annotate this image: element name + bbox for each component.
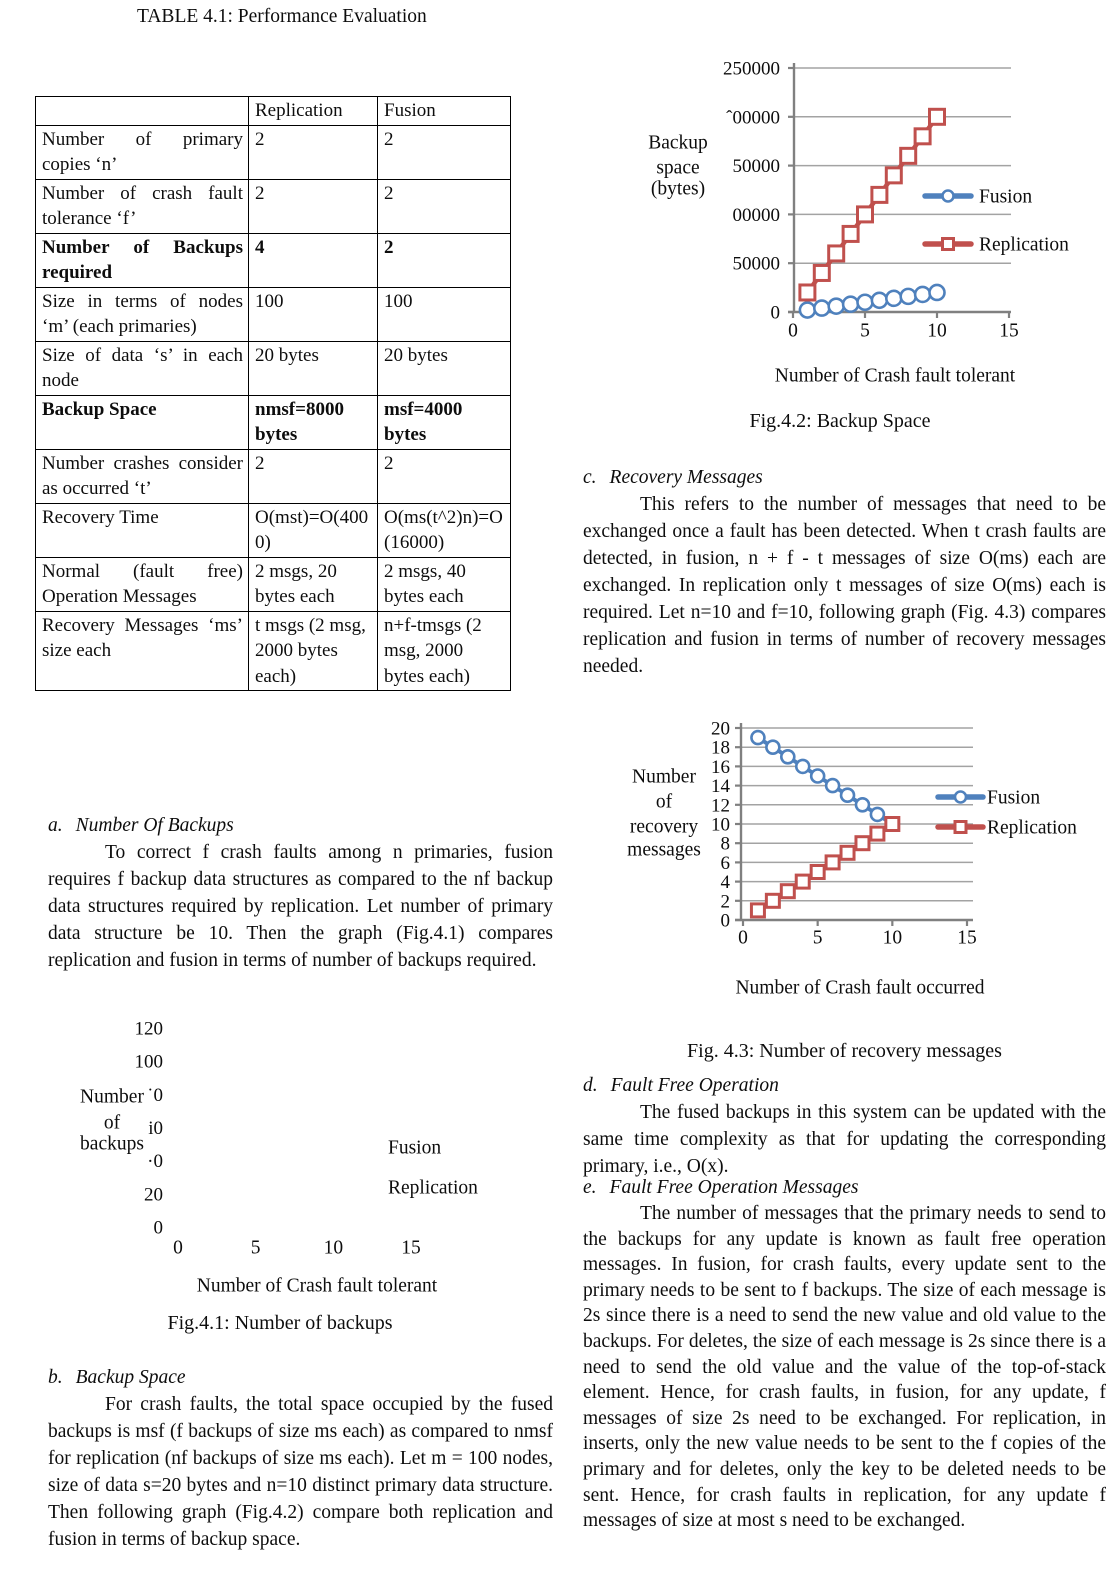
cell-replication: nmsf=8000 bytes bbox=[249, 395, 378, 449]
table-header-replication: Replication bbox=[249, 97, 378, 126]
cell-replication: t msgs (2 msg, 2000 bytes each) bbox=[249, 611, 378, 691]
table-row bbox=[36, 395, 511, 449]
svg-text:12: 12 bbox=[711, 795, 730, 817]
svg-text:(bytes): (bytes) bbox=[650, 178, 706, 200]
figure-4-2-caption: Fig.4.2: Backup Space bbox=[749, 410, 931, 432]
svg-text:˙0: ˙0 bbox=[147, 1084, 163, 1106]
cell-replication: 2 bbox=[249, 125, 378, 179]
svg-text:100: 100 bbox=[134, 1051, 163, 1073]
svg-text:4: 4 bbox=[720, 872, 730, 894]
svg-text:Fusion: Fusion bbox=[979, 186, 1033, 208]
table-row bbox=[36, 557, 511, 611]
section-recovery-messages bbox=[583, 464, 1106, 680]
svg-text:Fusion: Fusion bbox=[987, 787, 1041, 809]
section-d-title: Fault Free Operation bbox=[610, 1075, 779, 1096]
row-label: Size in terms of nodes ‘m’ (each primaries) bbox=[36, 287, 249, 341]
section-fault-free-operation-messages bbox=[583, 1174, 1106, 1534]
svg-text:5: 5 bbox=[860, 320, 870, 342]
table-row bbox=[36, 503, 511, 557]
svg-text:16: 16 bbox=[711, 756, 730, 778]
svg-text:15: 15 bbox=[957, 927, 977, 949]
svg-text:5: 5 bbox=[250, 1237, 261, 1259]
svg-text:Backup: Backup bbox=[648, 132, 708, 154]
table-header-blank bbox=[36, 97, 249, 126]
section-e-body: The number of messages that the primary needs to send to the backups for any update is known as fault free operation messages. In fusion, for crash faults, every update sent to the primary needs to be sent to f backups. The size of each message is 2s since there is a need to send the new value and old value to the backups. For deletes, the size of each message is 2s since there is a need to send the old value and the value of the top-of-stack element. Hence, for crash faults, in fusion, for any update, f messages of size 2s need to be exchanged. For replication, in inserts, only the new value needs to be sent to the f copies of the primary and for deletes, only the key to be deleted needs to be sent. Hence, for crash faults in replication, for any update f messages of size at most s need to be exchanged. bbox=[583, 1203, 1106, 1532]
svg-text:10: 10 bbox=[882, 927, 903, 949]
svg-text:10: 10 bbox=[323, 1237, 344, 1259]
svg-text:2: 2 bbox=[720, 891, 730, 913]
table-row bbox=[36, 287, 511, 341]
cell-fusion: 2 bbox=[378, 179, 511, 233]
row-label: Normal (fault free) Operation Messages bbox=[36, 557, 249, 611]
fig42-plot bbox=[583, 50, 1111, 400]
svg-text:10: 10 bbox=[927, 320, 947, 342]
section-b-body: For crash faults, the total space occupied by the fused backups is msf (f backups of size ms each) as compared to nmsf for replication (nf backups of size ms each). Let m = 100 nodes, size of data s=20 bytes and n=10 distinct primary data structure. Then following graph (Fig.4.2) compare both replication and fusion in terms of backup space. bbox=[48, 1394, 553, 1550]
svg-text:20: 20 bbox=[144, 1184, 163, 1206]
svg-text:15: 15 bbox=[401, 1237, 421, 1259]
cell-fusion: O(ms(t^2)n)=O(16000) bbox=[378, 503, 511, 557]
svg-text:6: 6 bbox=[720, 852, 730, 874]
svg-text:00000: 00000 bbox=[732, 204, 780, 226]
performance-table bbox=[35, 96, 511, 691]
svg-text:messages: messages bbox=[627, 839, 701, 861]
figure-4-1-caption: Fig.4.1: Number of backups bbox=[167, 1312, 393, 1334]
cell-replication: 2 msgs, 20 bytes each bbox=[249, 557, 378, 611]
svg-text:0: 0 bbox=[788, 320, 798, 342]
figure-4-2-chart bbox=[583, 50, 1111, 400]
svg-text:backups: backups bbox=[80, 1133, 144, 1155]
section-c-title: Recovery Messages bbox=[609, 467, 763, 488]
section-d-body: The fused backups in this system can be updated with the same time complexity as that for updating the corresponding primary, i.e., O(x). bbox=[583, 1102, 1106, 1177]
row-label: Number of crash fault tolerance ‘f’ bbox=[36, 179, 249, 233]
section-number-of-backups bbox=[48, 812, 553, 974]
svg-text:i0: i0 bbox=[148, 1118, 163, 1139]
section-e-heading bbox=[583, 1174, 1106, 1201]
svg-text:0: 0 bbox=[770, 302, 780, 324]
cell-fusion: msf=4000 bytes bbox=[378, 395, 511, 449]
section-e-title: Fault Free Operation Messages bbox=[609, 1177, 859, 1198]
cell-replication: O(mst)=O(4000) bbox=[249, 503, 378, 557]
row-label: Backup Space bbox=[36, 395, 249, 449]
section-a-prefix: a. bbox=[48, 815, 63, 836]
fig41-plot bbox=[30, 1005, 560, 1305]
svg-text:of: of bbox=[103, 1112, 121, 1134]
row-label: Recovery Time bbox=[36, 503, 249, 557]
svg-text:50000: 50000 bbox=[732, 253, 780, 275]
section-c-body: This refers to the number of messages that need to be exchanged once a fault has been detected. When t crash faults are detected, in fusion, n + f - t messages of size O(ms) each are exchanged. In replication only t messages of size O(ms) each is required. Let n=10 and f=10, following graph (Fig. 4.3) compares replication and fusion in terms of number of recovery messages needed. bbox=[583, 494, 1106, 677]
table-header-row bbox=[36, 97, 511, 126]
svg-text:Fusion: Fusion bbox=[388, 1137, 442, 1159]
cell-replication: 100 bbox=[249, 287, 378, 341]
section-c-heading bbox=[583, 464, 1106, 491]
section-b-title: Backup Space bbox=[75, 1367, 186, 1388]
cell-replication: 2 bbox=[249, 179, 378, 233]
svg-text:8: 8 bbox=[720, 833, 730, 855]
svg-text:15: 15 bbox=[999, 320, 1019, 342]
cell-fusion: 2 bbox=[378, 233, 511, 287]
svg-text:18: 18 bbox=[711, 737, 730, 759]
svg-text:0: 0 bbox=[173, 1237, 183, 1259]
section-fault-free-operation bbox=[583, 1072, 1106, 1180]
cell-fusion: 100 bbox=[378, 287, 511, 341]
svg-text:0: 0 bbox=[738, 927, 748, 949]
svg-text:0: 0 bbox=[153, 1217, 163, 1239]
row-label: Number of primary copies ‘n’ bbox=[36, 125, 249, 179]
svg-text:Number of Crash fault tolerant: Number of Crash fault tolerant bbox=[774, 365, 1016, 387]
svg-text:Number: Number bbox=[80, 1086, 144, 1108]
svg-text:14: 14 bbox=[711, 776, 730, 798]
figure-4-3-caption: Fig. 4.3: Number of recovery messages bbox=[687, 1040, 1002, 1062]
row-label: Recovery Messages ‘ms’ size each bbox=[36, 611, 249, 691]
row-label: Size of data ‘s’ in each node bbox=[36, 341, 249, 395]
table-title: TABLE 4.1: Performance Evaluation bbox=[137, 6, 427, 27]
section-a-title: Number Of Backups bbox=[75, 815, 234, 836]
table-row bbox=[36, 341, 511, 395]
section-c-prefix: c. bbox=[583, 467, 597, 488]
svg-text:Number of Crash fault occurred: Number of Crash fault occurred bbox=[735, 977, 985, 999]
svg-text:50000: 50000 bbox=[732, 156, 780, 178]
table-row bbox=[36, 125, 511, 179]
svg-text:10: 10 bbox=[711, 814, 730, 836]
svg-text:120: 120 bbox=[134, 1018, 163, 1040]
svg-text:Number: Number bbox=[632, 766, 696, 788]
figure-4-1-chart bbox=[30, 1005, 560, 1305]
svg-text:recovery: recovery bbox=[629, 816, 699, 838]
section-backup-space bbox=[48, 1364, 553, 1553]
table-row bbox=[36, 611, 511, 691]
section-a-body: To correct f crash faults among n primaries, fusion requires f backup data structures as compared to the nf backup data structures required by replication. Let number of primary data structure be 10. Then the graph (Fig.4.1) compares replication and fusion in terms of number of backups required. bbox=[48, 842, 553, 971]
table-row bbox=[36, 449, 511, 503]
svg-text:Replication: Replication bbox=[987, 817, 1077, 839]
row-label: Number of Backups required bbox=[36, 233, 249, 287]
svg-text:Replication: Replication bbox=[388, 1177, 478, 1199]
svg-text:·0: ·0 bbox=[147, 1151, 163, 1173]
svg-text:Replication: Replication bbox=[979, 234, 1069, 256]
cell-replication: 4 bbox=[249, 233, 378, 287]
section-b-prefix: b. bbox=[48, 1367, 63, 1388]
fig43-plot bbox=[583, 690, 1111, 1005]
cell-fusion: 2 msgs, 40 bytes each bbox=[378, 557, 511, 611]
row-label: Number crashes consider as occurred ‘t’ bbox=[36, 449, 249, 503]
table-row bbox=[36, 233, 511, 287]
cell-fusion: n+f-tmsgs (2 msg, 2000 bytes each) bbox=[378, 611, 511, 691]
section-b-heading bbox=[48, 1364, 553, 1391]
svg-text:20: 20 bbox=[711, 718, 730, 740]
cell-fusion: 20 bytes bbox=[378, 341, 511, 395]
svg-text:space: space bbox=[656, 157, 700, 179]
cell-fusion: 2 bbox=[378, 449, 511, 503]
section-d-prefix: d. bbox=[583, 1075, 598, 1096]
svg-text:ˆ00000: ˆ00000 bbox=[726, 107, 780, 129]
figure-4-3-chart bbox=[583, 690, 1111, 1005]
cell-replication: 2 bbox=[249, 449, 378, 503]
cell-replication: 20 bytes bbox=[249, 341, 378, 395]
svg-text:0: 0 bbox=[720, 910, 730, 932]
svg-text:250000: 250000 bbox=[723, 58, 780, 80]
table-header-fusion: Fusion bbox=[378, 97, 511, 126]
svg-text:5: 5 bbox=[812, 927, 823, 949]
section-e-prefix: e. bbox=[583, 1177, 597, 1198]
svg-text:Number of Crash fault tolerant: Number of Crash fault tolerant bbox=[196, 1275, 438, 1297]
section-d-heading bbox=[583, 1072, 1106, 1099]
svg-text:of: of bbox=[655, 791, 673, 813]
section-a-heading bbox=[48, 812, 553, 839]
cell-fusion: 2 bbox=[378, 125, 511, 179]
table-row bbox=[36, 179, 511, 233]
